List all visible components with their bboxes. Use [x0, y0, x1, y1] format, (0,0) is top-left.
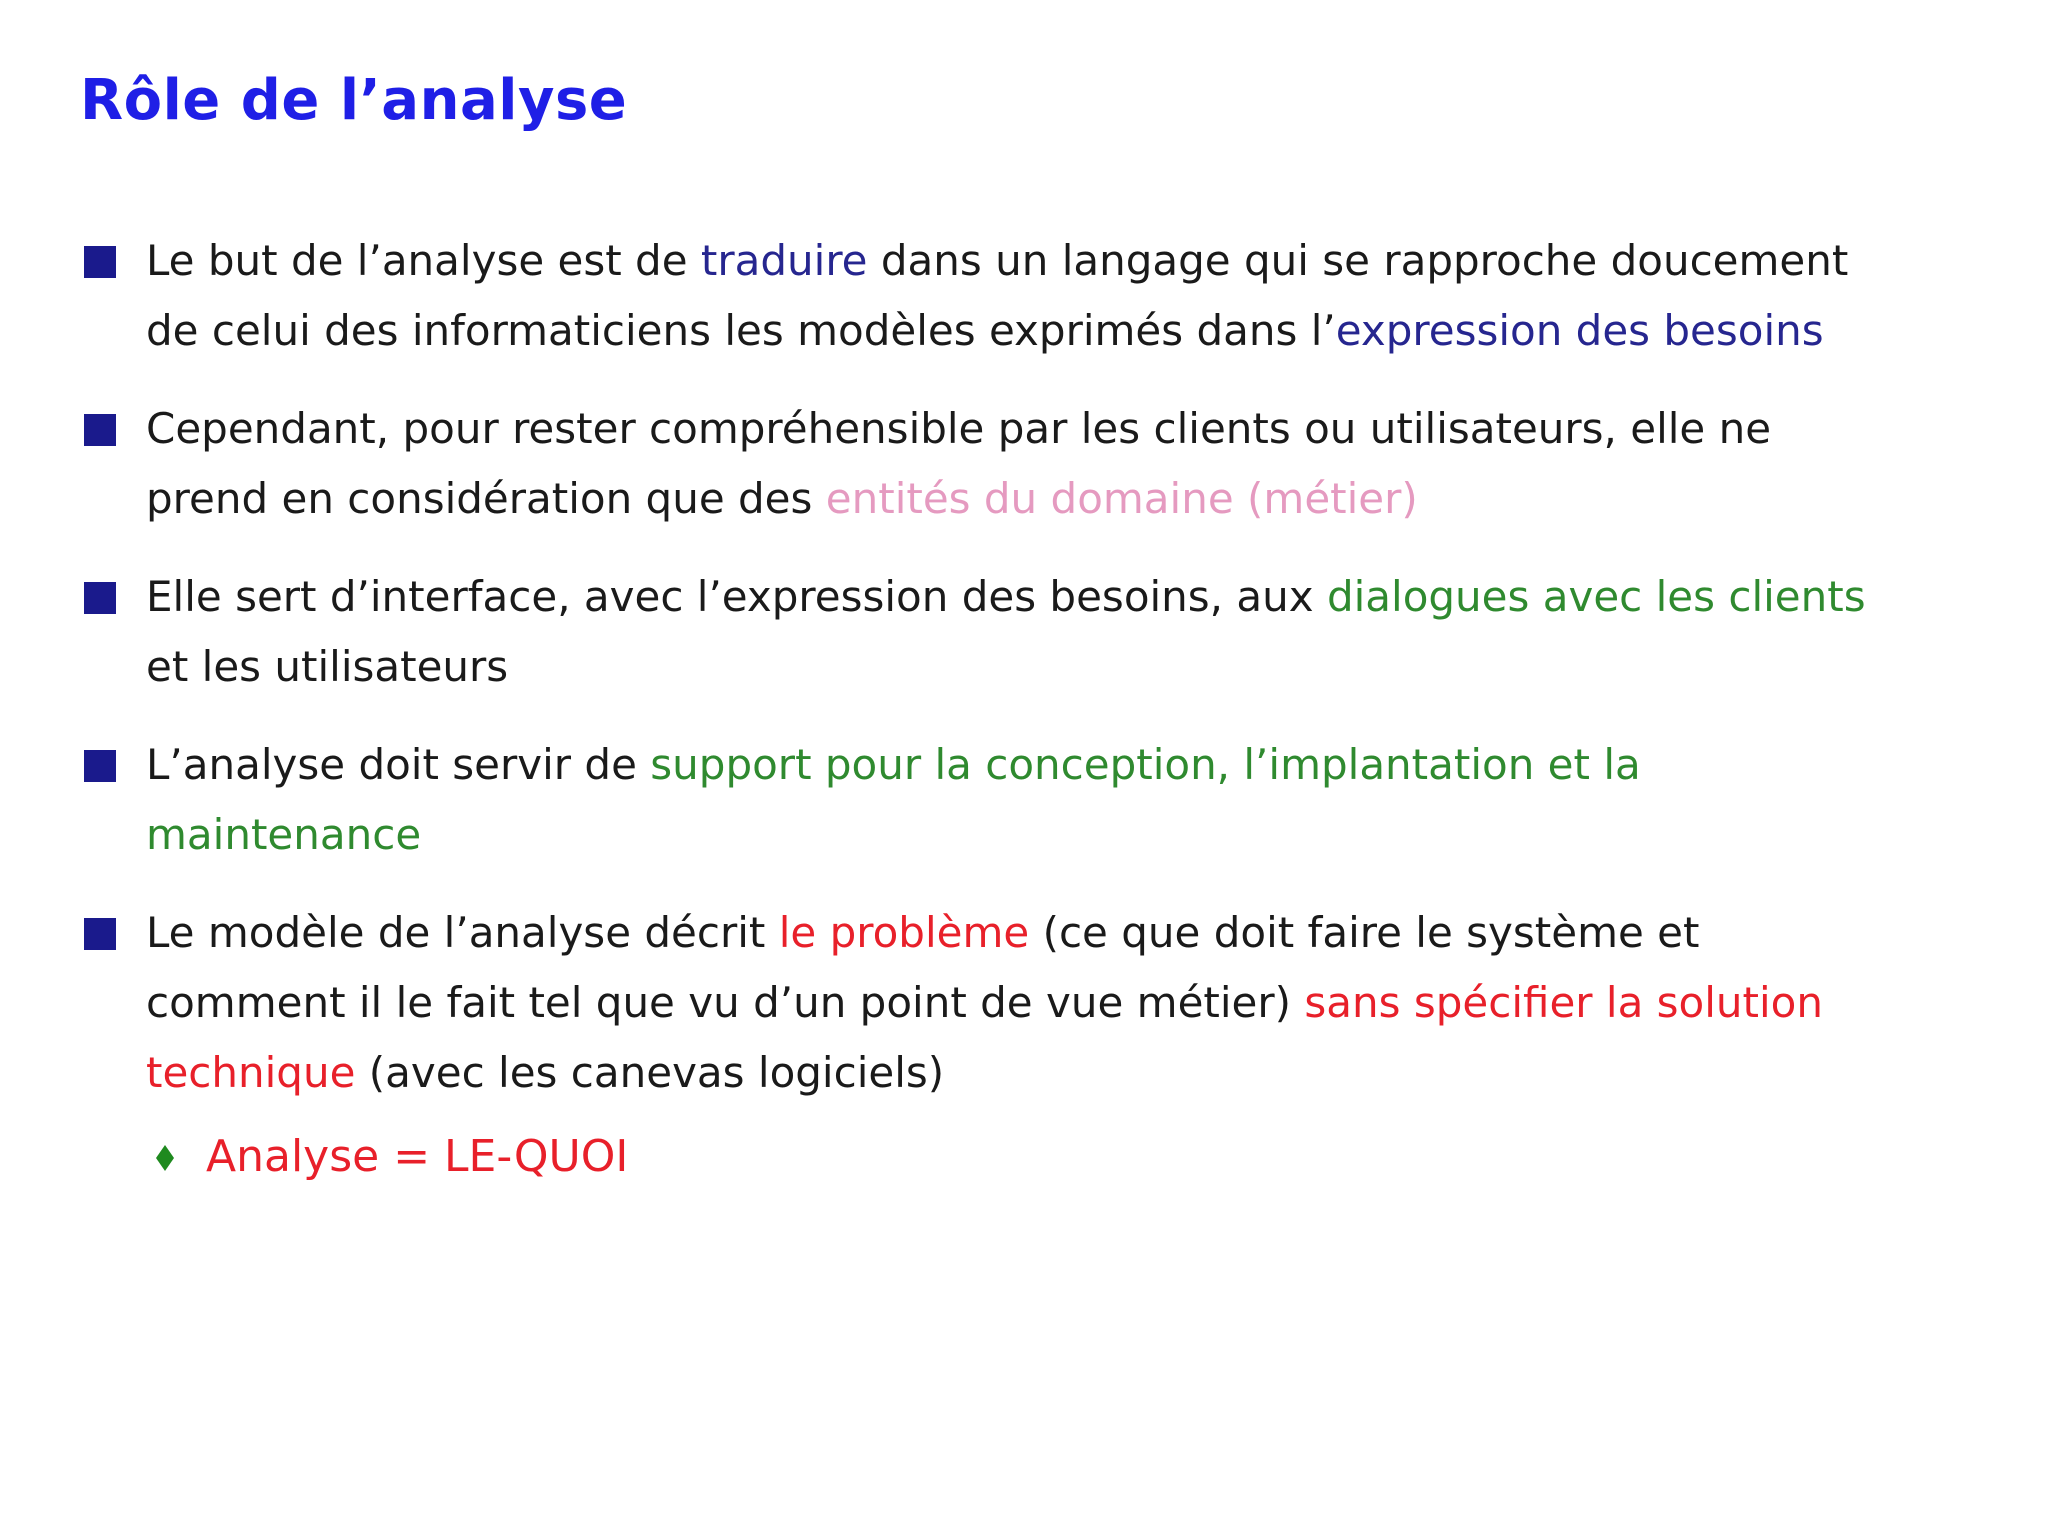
text-segment: et les utilisateurs — [146, 642, 509, 691]
square-bullet-icon — [84, 414, 116, 446]
square-bullet-icon — [84, 750, 116, 782]
bullet-text — [146, 404, 1771, 523]
bullet-text — [146, 908, 1823, 1097]
bullet-item — [84, 226, 1904, 366]
highlight-sans-specifier: sans spécifier la solution technique — [146, 978, 1823, 1097]
text-segment: Cependant, pour rester compréhensible par les clients ou utilisateurs, elle ne prend en considération que des — [146, 404, 1772, 523]
text-segment: (ce que doit faire le système et comment il le fait tel que vu d’un point de vue métier) — [146, 908, 1700, 1027]
bullet-text — [146, 236, 1848, 355]
bullet-item — [84, 898, 1904, 1108]
text-segment: Elle sert d’interface, avec l’expression des besoins, aux — [146, 572, 1327, 621]
highlight-dialogues-avec-les-clients: dialogues avec les clients — [1326, 572, 1866, 621]
bullet-text — [146, 740, 1641, 859]
highlight-le-probleme: le problème — [778, 908, 1030, 957]
slide-title: Rôle de l’analyse — [80, 68, 628, 133]
text-segment: L’analyse doit servir de — [146, 740, 651, 789]
text-segment: Le modèle de l’analyse décrit — [146, 908, 779, 957]
bullet-list — [84, 226, 1904, 1192]
sub-bullet-item — [84, 1122, 1904, 1192]
highlight-entites-du-domaine: entités du domaine (métier) — [825, 474, 1418, 523]
sub-bullet-text: Analyse = LE-QUOI — [206, 1131, 629, 1182]
bullet-item — [84, 394, 1904, 534]
square-bullet-icon — [84, 246, 116, 278]
text-segment: Le but de l’analyse est de — [146, 236, 701, 285]
highlight-traduire: traduire — [700, 236, 868, 285]
highlight-support-conception: support pour la conception, l’implantation et la maintenance — [146, 740, 1641, 859]
bullet-text — [146, 572, 1866, 691]
text-segment: dans un langage qui se rapproche doucement de celui des informaticiens les modèles exprimés dans l’ — [146, 236, 1849, 355]
square-bullet-icon — [84, 918, 116, 950]
highlight-expression-des-besoins: expression des besoins — [1335, 306, 1824, 355]
bullet-item — [84, 562, 1904, 702]
diamond-bullet-icon — [156, 1145, 174, 1171]
text-segment: (avec les canevas logiciels) — [355, 1048, 945, 1097]
bullet-item — [84, 730, 1904, 870]
square-bullet-icon — [84, 582, 116, 614]
